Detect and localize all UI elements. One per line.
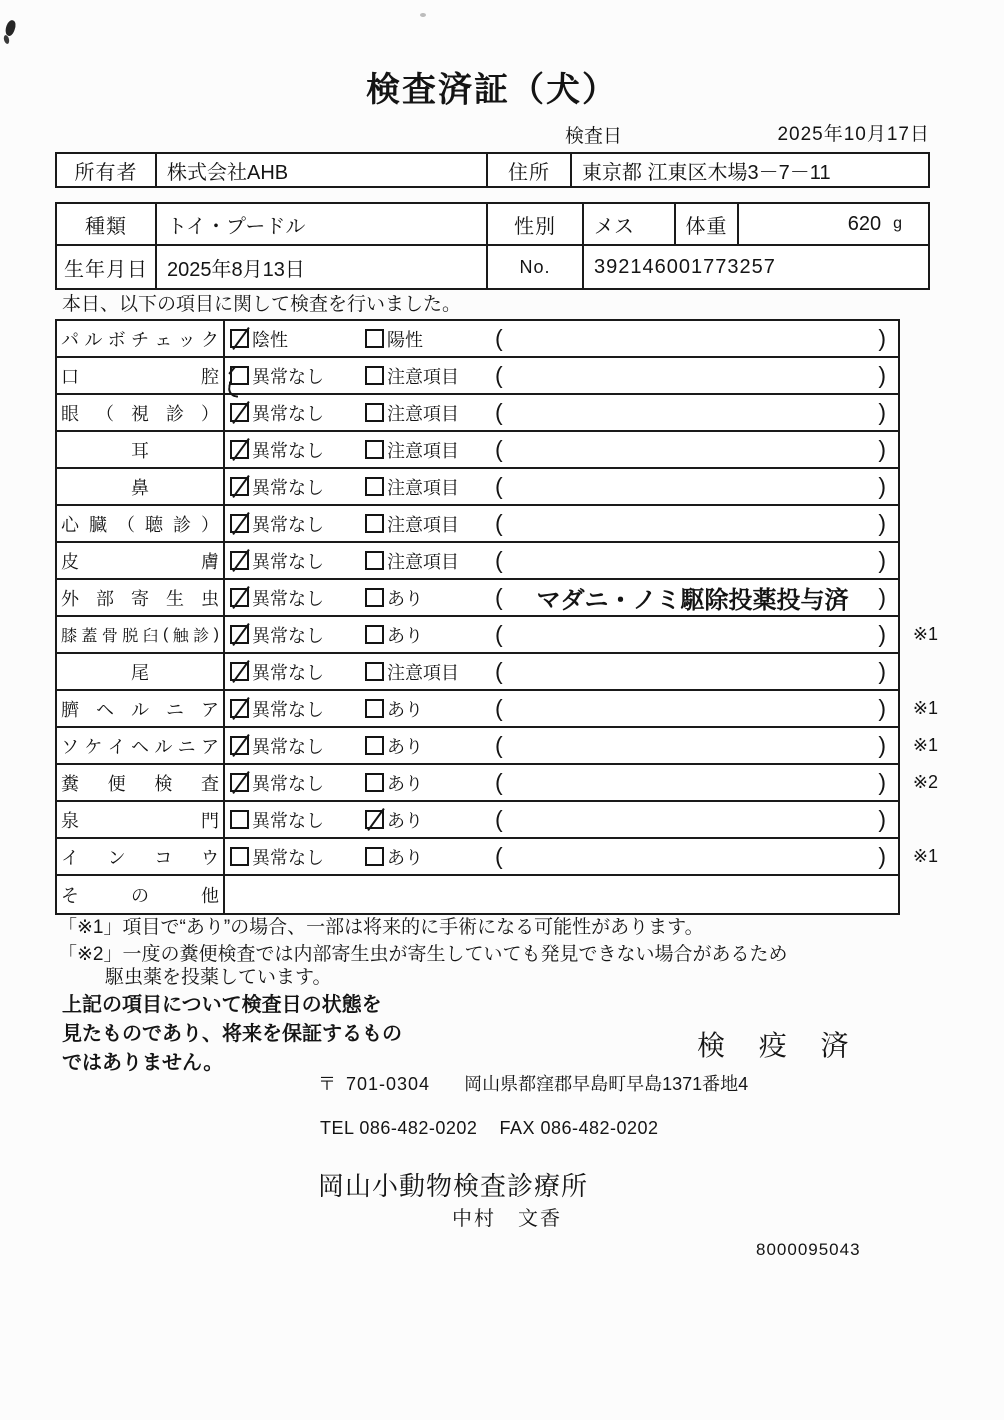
checkbox-option <box>365 469 459 504</box>
checkbox-label: あり <box>387 773 423 794</box>
checkbox-option <box>365 617 423 652</box>
reference-mark: ※2 <box>912 772 938 792</box>
inspection-item-label: 眼 （ 視 診 ） <box>57 395 225 430</box>
inspection-table <box>55 319 938 915</box>
checkbox-label: 異常なし <box>252 366 324 387</box>
checkbox-label: 注意項目 <box>387 403 459 424</box>
checkbox-label: 注意項目 <box>387 440 459 461</box>
inspection-row <box>57 580 898 617</box>
finding-note <box>505 469 880 504</box>
inspection-checkbox[interactable] <box>365 514 384 533</box>
inspection-checkbox[interactable] <box>365 662 384 681</box>
checkbox-label: 注意項目 <box>387 662 459 683</box>
inspection-checkbox[interactable] <box>230 588 249 607</box>
inspection-row-body <box>225 876 898 913</box>
inspection-row <box>57 654 898 691</box>
clinic-fax: FAX 086-482-0202 <box>499 1118 659 1138</box>
paren-close: ) <box>878 362 886 388</box>
checkbox-option <box>230 395 324 430</box>
inspection-checkbox[interactable] <box>365 329 384 348</box>
checkbox-label: 異常なし <box>252 477 324 498</box>
inspection-row-body <box>225 432 898 467</box>
paren-close: ) <box>878 473 886 499</box>
checkbox-option <box>230 728 324 763</box>
finding-note <box>505 321 880 356</box>
inspection-checkbox[interactable] <box>365 625 384 644</box>
clinic-name: 岡山小動物検査診療所 <box>318 1171 589 1201</box>
paren-open: ( <box>495 695 503 721</box>
clinic-tel: TEL 086-482-0202 <box>320 1118 478 1138</box>
inspection-item-label: 臍 ヘ ル ニ ア <box>57 691 225 726</box>
inspection-row <box>57 728 938 765</box>
postal-code: 701-0304 <box>346 1074 431 1094</box>
checkbox-label: 陽性 <box>387 329 423 350</box>
inspection-checkbox[interactable] <box>230 625 249 644</box>
paren-open: ( <box>495 621 503 647</box>
weight-number: 620 <box>847 212 882 235</box>
paren-close: ) <box>878 325 886 351</box>
inspection-checkbox[interactable] <box>230 477 249 496</box>
finding-note <box>505 691 880 726</box>
exam-date-value: 2025年10月17日 <box>777 124 930 145</box>
finding-note <box>505 395 880 430</box>
paren-close: ) <box>878 732 886 758</box>
inspection-checkbox[interactable] <box>365 847 384 866</box>
finding-note <box>505 506 880 541</box>
paren-close: ) <box>878 584 886 610</box>
disclaimer-line: 上記の項目について検査日の状態を <box>62 994 382 1016</box>
paren-open: ( <box>495 547 503 573</box>
paren-open: ( <box>495 658 503 684</box>
inspection-row-body <box>225 321 898 356</box>
inspection-row <box>57 432 898 469</box>
inspection-checkbox[interactable] <box>230 440 249 459</box>
inspection-row <box>57 691 938 728</box>
inspection-row <box>57 358 898 395</box>
checkbox-option <box>230 654 324 689</box>
birth-value: 2025年8月13日 <box>157 246 488 288</box>
checkbox-option <box>230 432 324 467</box>
checkbox-label: 注意項目 <box>387 551 459 572</box>
checkbox-label: あり <box>387 699 423 720</box>
checkbox-option <box>365 654 459 689</box>
checkbox-option <box>365 765 423 800</box>
inspection-row-body <box>225 802 898 837</box>
inspection-checkbox[interactable] <box>365 366 384 385</box>
finding-note <box>505 765 880 800</box>
clinic-address: 岡山県都窪郡早島町早島1371番地4 <box>464 1074 749 1094</box>
inspection-row <box>57 321 898 358</box>
address-value: 東京都 江東区木場3－7－11 <box>582 161 831 184</box>
inspection-checkbox[interactable] <box>230 366 249 385</box>
inspection-checkbox[interactable] <box>230 403 249 422</box>
owner-table <box>55 152 930 188</box>
inspection-checkbox[interactable] <box>365 440 384 459</box>
finding-note <box>505 802 880 837</box>
checkbox-label: あり <box>387 736 423 757</box>
inspection-item-label: 鼻 <box>57 469 225 504</box>
checkbox-label: あり <box>387 810 423 831</box>
disclaimer-line: 見たものであり、将来を保証するもの <box>62 1023 402 1045</box>
disclaimer-paragraph <box>62 991 402 1078</box>
checkbox-option <box>365 543 459 578</box>
no-value: 392146001773257 <box>594 255 776 278</box>
inspection-checkbox[interactable] <box>230 514 249 533</box>
inspection-row <box>57 802 898 839</box>
paren-open: ( <box>495 806 503 832</box>
disclaimer-line: ではありません。 <box>62 1052 224 1074</box>
paren-open: ( <box>495 399 503 425</box>
inspection-item-label: イ ン コ ウ <box>57 839 225 874</box>
paren-close: ) <box>878 806 886 832</box>
inspection-item-label: パ ル ボ チ ェ ッ ク <box>57 321 225 356</box>
inspection-row-body <box>225 691 898 726</box>
checkbox-label: あり <box>387 847 423 868</box>
inspection-row <box>57 506 898 543</box>
paren-open: ( <box>495 584 503 610</box>
weight-value <box>739 204 928 244</box>
checkbox-label: 陰性 <box>252 329 288 350</box>
inspection-row-body <box>225 580 898 615</box>
checkbox-label: 異常なし <box>252 551 324 572</box>
address-label: 住所 <box>488 154 572 186</box>
checkbox-option <box>230 469 324 504</box>
checkbox-option <box>230 580 324 615</box>
paren-open: ( <box>495 325 503 351</box>
finding-note: マダニ・ノミ駆除投薬投与済 <box>536 587 849 614</box>
finding-note <box>505 839 880 874</box>
checkbox-label: 異常なし <box>252 440 324 461</box>
scan-artifact <box>420 13 426 17</box>
inspection-checkbox[interactable] <box>365 810 384 829</box>
clinic-phone-line <box>320 1118 659 1139</box>
finding-note <box>505 654 880 689</box>
paren-close: ) <box>878 695 886 721</box>
inspection-checkbox[interactable] <box>230 551 249 570</box>
checkbox-option <box>230 506 324 541</box>
breed-value: トイ・プードル <box>157 204 488 244</box>
inspection-item-label: 糞 便 検 査 <box>57 765 225 800</box>
paren-open: ( <box>495 843 503 869</box>
checkbox-label: 異常なし <box>252 736 324 757</box>
finding-note <box>505 728 880 763</box>
checkbox-option <box>365 691 423 726</box>
inspection-checkbox[interactable] <box>365 551 384 570</box>
owner-value: 株式会社AHB <box>157 154 488 186</box>
paren-close: ) <box>878 843 886 869</box>
checkbox-option <box>365 432 459 467</box>
checkbox-label: 注意項目 <box>387 514 459 535</box>
sex-label: 性別 <box>488 204 584 244</box>
note-ref2-line2: 駆虫薬を投薬しています。 <box>105 967 332 988</box>
checkbox-label: 注意項目 <box>387 477 459 498</box>
checkbox-label: 異常なし <box>252 847 324 868</box>
finding-note <box>505 432 880 467</box>
checkbox-option <box>230 802 324 837</box>
weight-label: 体重 <box>676 204 739 244</box>
inspection-row-body <box>225 543 898 578</box>
inspection-checkbox[interactable] <box>230 662 249 681</box>
inspection-row <box>57 876 898 913</box>
serial-number: 8000095043 <box>756 1240 861 1259</box>
reference-mark: ※1 <box>912 735 938 755</box>
checkbox-option <box>230 543 324 578</box>
finding-note <box>505 358 880 393</box>
weight-unit: g <box>893 215 902 232</box>
inspection-row-body <box>225 839 898 874</box>
finding-note <box>505 617 880 652</box>
paren-close: ) <box>878 399 886 425</box>
inspection-checkbox[interactable] <box>365 588 384 607</box>
inspection-checkbox[interactable] <box>365 403 384 422</box>
inspection-item-label: 皮 膚 <box>57 543 225 578</box>
reference-mark: ※1 <box>912 698 938 718</box>
reference-mark: ※1 <box>912 846 938 866</box>
finding-note <box>505 543 880 578</box>
inspection-checkbox[interactable] <box>230 736 249 755</box>
inspection-checkbox[interactable] <box>365 773 384 792</box>
paren-close: ) <box>878 621 886 647</box>
paren-open: ( <box>495 732 503 758</box>
paren-close: ) <box>878 510 886 536</box>
checkbox-label: 異常なし <box>252 662 324 683</box>
birth-label: 生年月日 <box>57 246 157 288</box>
checkbox-label: 異常なし <box>252 625 324 646</box>
reference-mark: ※1 <box>912 624 938 644</box>
pet-table <box>55 202 930 290</box>
inspection-row-body <box>225 358 898 393</box>
paren-open: ( <box>495 769 503 795</box>
inspection-item-label: 膝 蓋 骨 脱 臼 ( 触 診 ) <box>57 617 225 652</box>
inspection-row-body <box>225 469 898 504</box>
inspection-row-body <box>225 654 898 689</box>
clinic-address-line <box>318 1070 748 1096</box>
breed-label: 種類 <box>57 204 157 244</box>
no-label: No. <box>488 246 584 288</box>
inspection-row <box>57 617 938 654</box>
inspection-item-label: 口 腔 <box>57 358 225 393</box>
checkbox-label: 異常なし <box>252 403 324 424</box>
checkbox-label: 注意項目 <box>387 366 459 387</box>
inspection-item-label: 外 部 寄 生 虫 <box>57 580 225 615</box>
inspection-checkbox[interactable] <box>230 773 249 792</box>
paren-open: ( <box>495 510 503 536</box>
checkbox-option <box>365 728 423 763</box>
veterinarian-name: 中村 文香 <box>452 1208 562 1230</box>
inspection-item-label: そ の 他 <box>57 876 225 913</box>
postal-mark-icon: 〒 <box>318 1074 336 1094</box>
note-ref2-line1: 「※2」一度の糞便検査では内部寄生虫が寄生していても発見できない場合があるため <box>58 944 788 965</box>
page-title: 検査済証（犬） <box>366 71 618 109</box>
checkbox-option <box>365 321 423 356</box>
paren-open: ( <box>495 473 503 499</box>
checkbox-option <box>230 358 324 393</box>
inspection-row <box>57 469 898 506</box>
intro-sentence: 本日、以下の項目に関して検査を行いました。 <box>62 294 462 315</box>
checkbox-option <box>230 839 324 874</box>
checkbox-label: 異常なし <box>252 773 324 794</box>
checkbox-label: 異常なし <box>252 810 324 831</box>
inspection-row-body <box>225 728 898 763</box>
checkbox-label: 異常なし <box>252 514 324 535</box>
inspection-checkbox[interactable] <box>230 810 249 829</box>
checkbox-option <box>230 321 288 356</box>
inspection-row-body <box>225 506 898 541</box>
checkbox-option <box>365 358 459 393</box>
checkbox-label: あり <box>387 625 423 646</box>
inspection-row <box>57 543 898 580</box>
inspection-item-label: 心 臓 （ 聴 診 ） <box>57 506 225 541</box>
inspection-item-label: 耳 <box>57 432 225 467</box>
paren-open: ( <box>495 436 503 462</box>
checkbox-option <box>365 506 459 541</box>
exam-date-label: 検査日 <box>565 126 623 147</box>
note-ref1: 「※1」項目で“あり”の場合、一部は将来的に手術になる可能性があります。 <box>58 917 704 938</box>
inspection-row <box>57 839 938 876</box>
inspection-checkbox[interactable] <box>230 699 249 718</box>
owner-label: 所有者 <box>57 154 157 186</box>
inspection-checkbox[interactable] <box>230 847 249 866</box>
inspection-row-body <box>225 765 898 800</box>
paren-close: ) <box>878 547 886 573</box>
checkbox-option <box>230 765 324 800</box>
checkbox-option <box>365 839 423 874</box>
inspection-checkbox[interactable] <box>230 329 249 348</box>
paren-close: ) <box>878 769 886 795</box>
inspection-checkbox[interactable] <box>365 699 384 718</box>
checkbox-option <box>365 580 423 615</box>
checkbox-label: あり <box>387 588 423 609</box>
inspection-row <box>57 765 938 802</box>
inspection-item-label: 泉 門 <box>57 802 225 837</box>
checkbox-label: 異常なし <box>252 588 324 609</box>
checkbox-option <box>365 802 423 837</box>
quarantine-stamp: 検 疫 済 <box>697 1030 862 1061</box>
checkbox-option <box>365 395 459 430</box>
inspection-checkbox[interactable] <box>365 736 384 755</box>
checkbox-label: 異常なし <box>252 699 324 720</box>
paren-close: ) <box>878 658 886 684</box>
checkbox-option <box>230 617 324 652</box>
inspection-checkbox[interactable] <box>365 477 384 496</box>
paren-open: ( <box>495 362 503 388</box>
inspection-item-label: ソ ケ イ ヘ ル ニ ア <box>57 728 225 763</box>
inspection-row-body <box>225 395 898 430</box>
inspection-row-body <box>225 617 898 652</box>
inspection-row <box>57 395 898 432</box>
sex-value: メス <box>584 204 676 244</box>
paren-close: ) <box>878 436 886 462</box>
checkbox-option <box>230 691 324 726</box>
inspection-item-label: 尾 <box>57 654 225 689</box>
